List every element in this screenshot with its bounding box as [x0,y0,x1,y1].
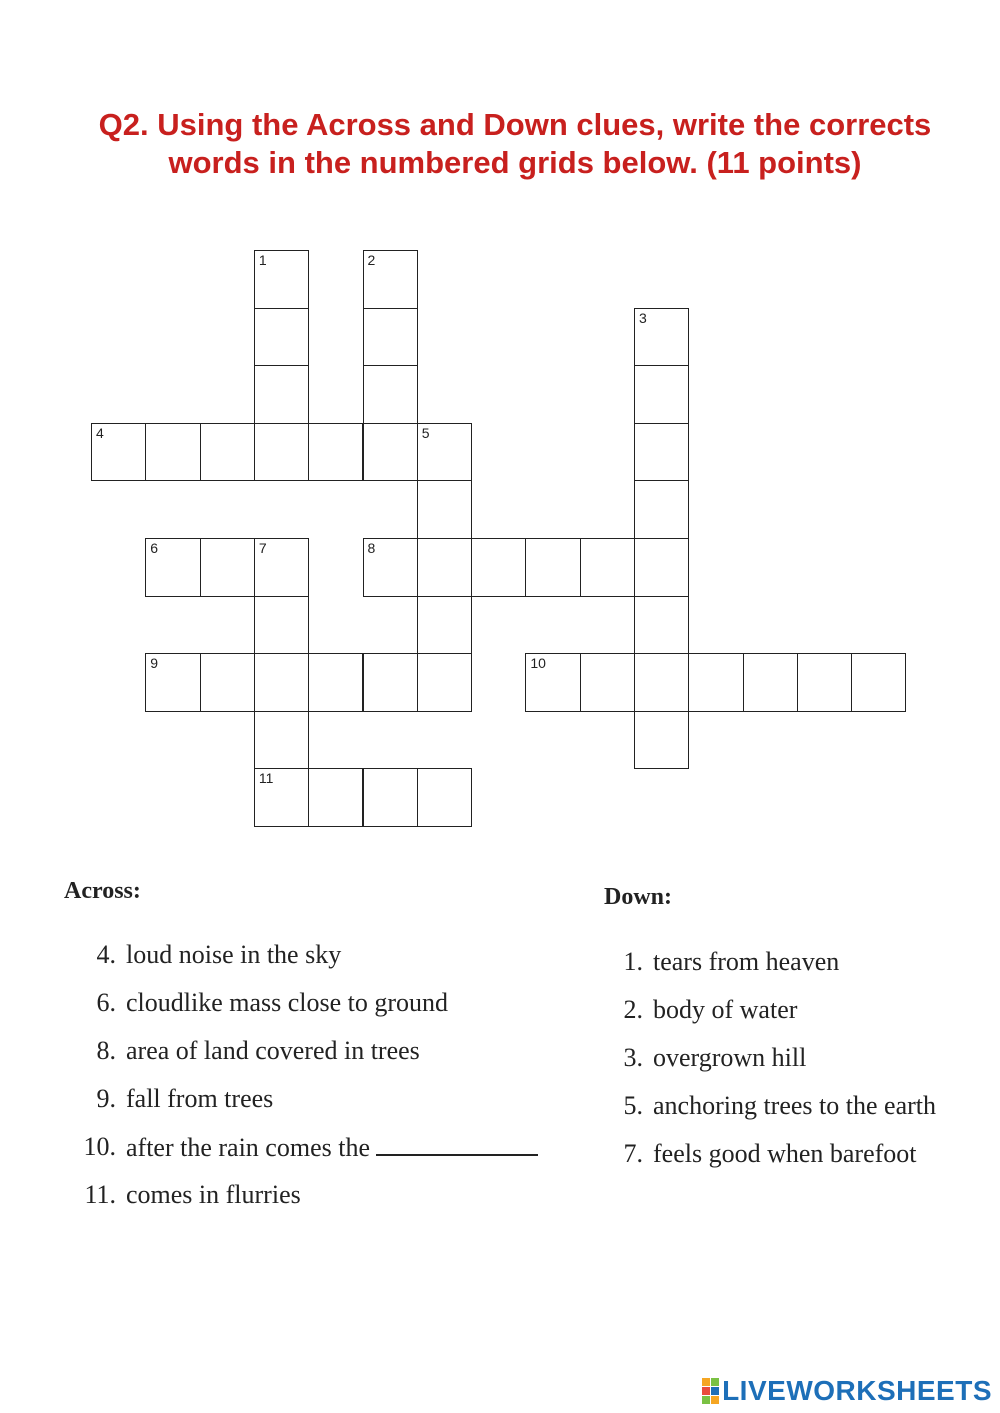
across-clue [76,1036,596,1084]
down-clue-list [603,947,993,1187]
crossword-cell[interactable] [308,768,363,827]
clue-number: 2. [623,995,643,1024]
crossword-cell[interactable] [254,711,309,770]
crossword-cell[interactable] [363,768,418,827]
crossword-cell[interactable] [417,423,472,482]
clue-number: 3. [623,1043,643,1072]
crossword-cell[interactable] [363,308,418,367]
clue-text-value: comes in flurries [126,1180,301,1209]
down-clue [603,947,993,995]
crossword-cell[interactable] [254,768,309,827]
across-clue [76,1180,596,1228]
cell-number: 1 [258,252,267,268]
clue-text-value: feels good when barefoot [653,1139,917,1168]
crossword-cell[interactable] [851,653,906,712]
crossword-cell[interactable] [254,365,309,424]
crossword-cell[interactable] [417,538,472,597]
cell-number: 6 [150,540,159,556]
clue-text [653,1043,806,1073]
cell-number: 10 [530,655,546,672]
crossword-cell[interactable] [145,423,200,482]
crossword-cell[interactable] [417,653,472,712]
crossword-cell[interactable] [634,538,689,597]
crossword-cell[interactable] [254,308,309,367]
question-line-2: words in the numbered grids below. (11 points) [168,145,862,180]
clue-number: 5. [623,1091,643,1120]
cell-number: 7 [258,540,267,556]
crossword-cell[interactable] [254,250,309,309]
logo-square [702,1378,710,1386]
clue-text [126,940,341,970]
down-clue [603,1043,993,1091]
crossword-cell[interactable] [254,423,309,482]
clue-text [126,1180,301,1210]
across-heading: Across: [64,878,141,904]
clue-number: 7. [623,1139,643,1168]
logo-mark-icon [702,1378,719,1404]
clue-text-value: tears from heaven [653,947,840,976]
crossword-cell[interactable] [688,653,743,712]
clue-text-value: loud noise in the sky [126,940,342,969]
crossword-cell[interactable] [580,538,635,597]
down-clue [603,995,993,1043]
logo-square [702,1396,710,1404]
crossword-cell[interactable] [634,596,689,655]
down-clue [603,1139,993,1187]
crossword-cell[interactable] [417,596,472,655]
down-clue [603,1091,993,1139]
crossword-cell[interactable] [634,423,689,482]
clue-text-value: fall from trees [126,1084,274,1113]
crossword-cell[interactable] [363,250,418,309]
clue-text [126,1036,420,1066]
logo-square [711,1387,719,1395]
crossword-cell[interactable] [308,423,363,482]
crossword-cell[interactable] [91,423,146,482]
crossword-cell[interactable] [471,538,526,597]
clue-text-value: cloudlike mass close to ground [126,988,449,1017]
logo-square [711,1378,719,1386]
cell-number: 5 [421,424,430,441]
clue-number: 4. [96,940,116,969]
crossword-cell[interactable] [363,423,418,482]
logo-square [711,1396,719,1404]
clue-text [653,1139,917,1169]
crossword-cell[interactable] [145,653,200,712]
crossword-cell[interactable] [580,653,635,712]
cell-number: 4 [96,424,104,441]
logo-text: LIVEWORKSHEETS [722,1375,992,1406]
crossword-cell[interactable] [634,365,689,424]
clue-text [653,947,839,977]
cell-number: 8 [367,540,376,556]
crossword-cell[interactable] [634,653,689,712]
crossword-cell[interactable] [525,538,580,597]
crossword-cell[interactable] [525,653,580,712]
across-clue [76,1084,596,1132]
clue-text [126,988,448,1018]
across-clue [76,940,596,988]
crossword-cell[interactable] [308,653,363,712]
across-clue [76,988,596,1036]
clue-text-value: area of land covered in trees [126,1036,420,1065]
cell-number: 11 [258,770,274,787]
clue-number: 8. [96,1036,116,1065]
clue-text [126,1132,538,1163]
question-line-1: Q2. Using the Across and Down clues, write the corrects [98,107,932,142]
clue-text-value: overgrown hill [653,1043,807,1072]
cell-number: 2 [367,252,376,268]
crossword-cell[interactable] [254,653,309,712]
across-clue-list [76,940,596,1228]
cell-number: 9 [150,655,159,672]
clue-number: 10. [83,1132,116,1161]
crossword-cell[interactable] [254,538,309,597]
clue-text [653,995,797,1025]
crossword-cell[interactable] [363,538,418,597]
liveworksheets-logo [702,1376,992,1406]
crossword-cell[interactable] [200,538,255,597]
crossword-cell[interactable] [634,711,689,770]
crossword-cell[interactable] [743,653,798,712]
crossword-cell[interactable] [797,653,852,712]
crossword-cell[interactable] [634,480,689,539]
crossword-cell[interactable] [417,480,472,539]
cell-number: 3 [639,309,647,326]
crossword-cell[interactable] [363,365,418,424]
clue-number: 11. [84,1180,116,1209]
clue-number: 1. [623,947,643,976]
clue-number: 9. [96,1084,116,1113]
crossword-cell[interactable] [363,653,418,712]
clue-text [126,1084,273,1114]
clue-text-value: body of water [653,995,798,1024]
crossword-cell[interactable] [145,538,200,597]
logo-square [702,1387,710,1395]
clue-text [653,1091,936,1121]
down-heading: Down: [604,884,673,910]
across-clue [76,1132,596,1180]
crossword-cell[interactable] [200,653,255,712]
crossword-cell[interactable] [254,596,309,655]
clue-number: 6. [96,988,116,1017]
clue-text-value: anchoring trees to the earth [653,1091,936,1120]
clue-text-value: after the rain comes the [126,1133,370,1162]
answer-blank [376,1132,538,1156]
crossword-cell[interactable] [634,308,689,367]
crossword-cell[interactable] [200,423,255,482]
crossword-cell[interactable] [417,768,472,827]
